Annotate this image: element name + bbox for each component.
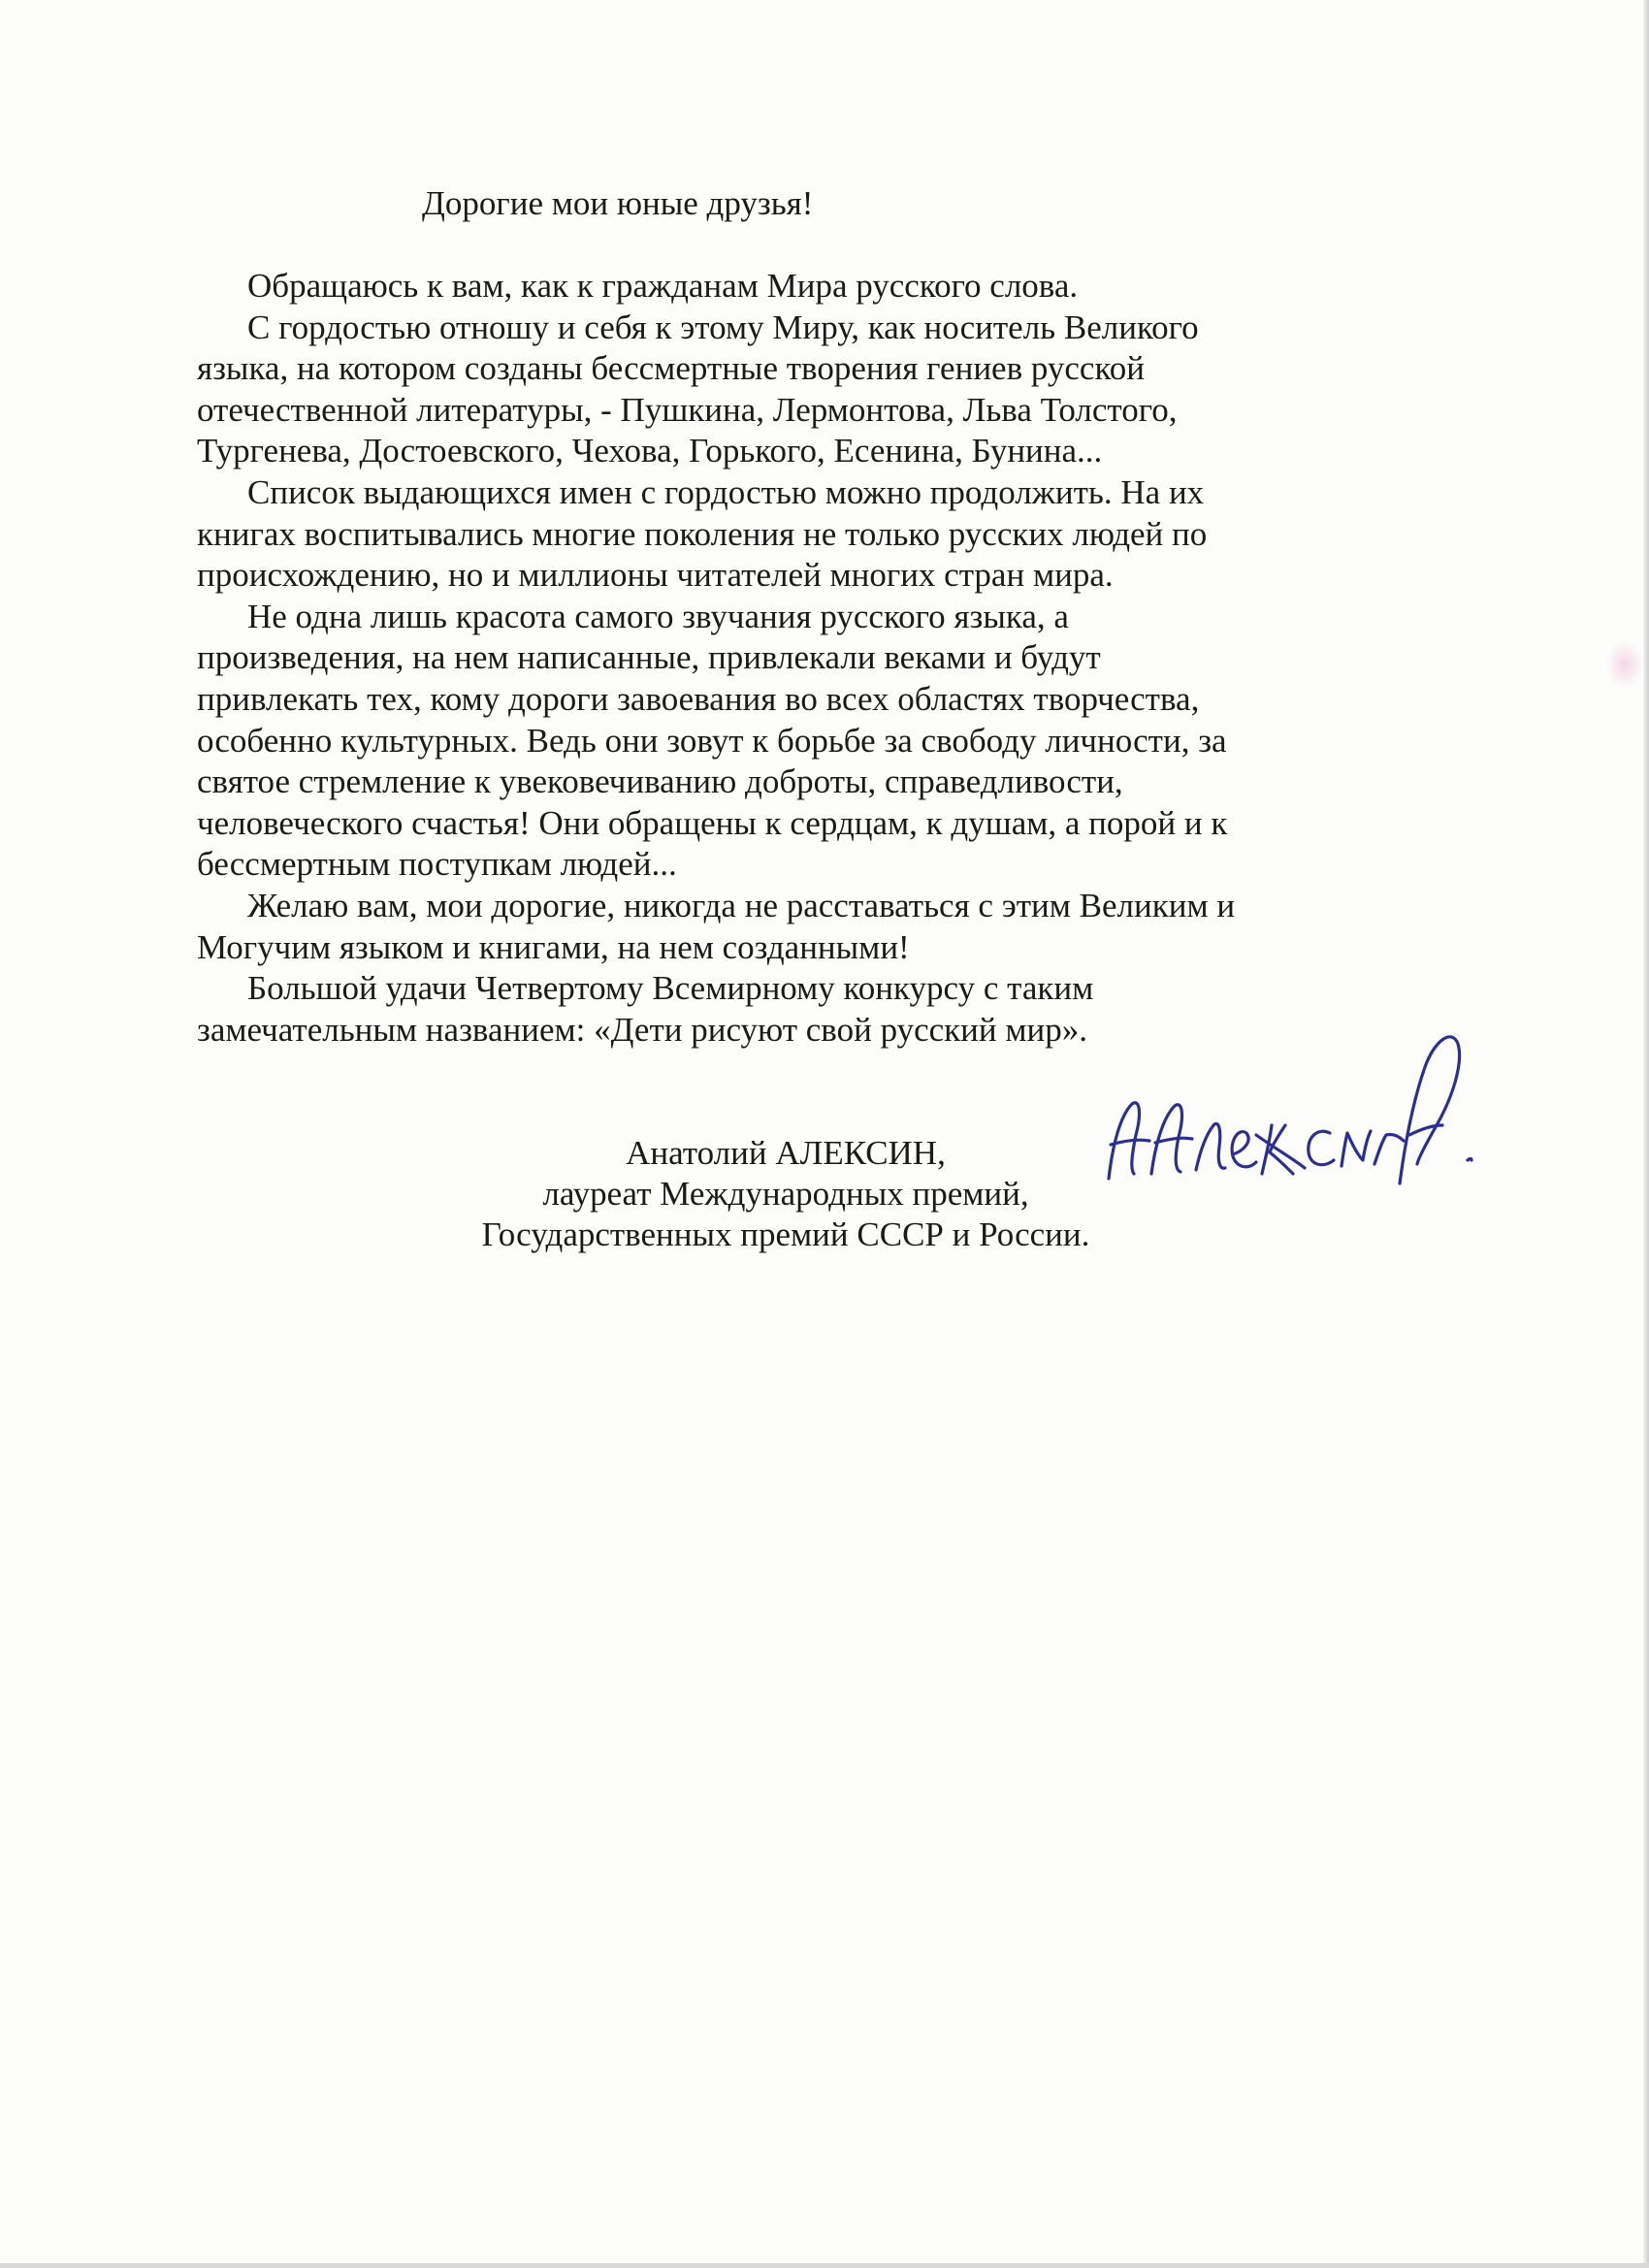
text-line: человеческого счастья! Они обращены к сердцам, к душам, а порой и к (197, 803, 1228, 842)
text-line: Могучим языком и книгами, на нем созданными! (197, 927, 910, 966)
scan-edge-bottom (0, 2263, 1649, 2268)
letter-body (197, 266, 1400, 1051)
author-name: Анатолий АЛЕКСИН, (626, 1134, 946, 1172)
text-line: привлекать тех, кому дороги завоевания во всех областях творчества, (197, 679, 1200, 718)
scan-edge-right (1643, 0, 1649, 2268)
text-line: особенно культурных. Ведь они зовут к борьбе за свободу личности, за (197, 721, 1227, 760)
text-line: святое стремление к увековечиванию доброты, справедливости, (197, 762, 1123, 801)
text-line: Большой удачи Четвертому Всемирному конкурсу с таким (247, 969, 1094, 1008)
text-line: отечественной литературы, - Пушкина, Лермонтова, Льва Толстого, (197, 390, 1178, 429)
text-line: происхождению, но и миллионы читателей многих стран мира. (197, 556, 1114, 595)
letter-closing (427, 1133, 1145, 1255)
author-title-line-1: лауреат Международных премий, (542, 1175, 1029, 1213)
letter-salutation: Дорогие мои юные друзья! (422, 184, 814, 222)
letter-paragraph (197, 597, 1400, 886)
text-line: языка, на котором созданы бессмертные творения гениев русской (197, 349, 1145, 388)
text-line: С гордостью отношу и себя к этому Миру, как носитель Великого (247, 308, 1199, 346)
text-line: бессмертным поступкам людей... (197, 845, 677, 884)
handwritten-signature (1091, 989, 1479, 1203)
letter-paragraph (197, 886, 1400, 968)
text-line: замечательным названием: «Дети рисуют свой русский мир». (197, 1010, 1088, 1049)
text-line: Обращаюсь к вам, как к гражданам Мира русского слова. (247, 267, 1079, 305)
letter-paragraph (197, 472, 1400, 597)
text-line: Не одна лишь красота самого звучания русского языка, а (247, 597, 1069, 635)
author-title-line-2: Государственных премий СССР и России. (481, 1215, 1090, 1253)
text-line: Тургенева, Достоевского, Чехова, Горького, Есенина, Бунина... (197, 432, 1103, 470)
letter-paragraph (197, 266, 1400, 308)
scan-smudge (1605, 640, 1644, 689)
text-line: произведения, на нем написанные, привлекали веками и будут (197, 638, 1101, 677)
text-line: Желаю вам, мои дорогие, никогда не расставаться с этим Великим и (247, 886, 1236, 924)
text-line: Список выдающихся имен с гордостью можно продолжить. На их (247, 472, 1205, 511)
letter-paragraph (197, 308, 1400, 472)
text-line: книгах воспитывались многие поколения не только русских людей по (197, 514, 1208, 553)
